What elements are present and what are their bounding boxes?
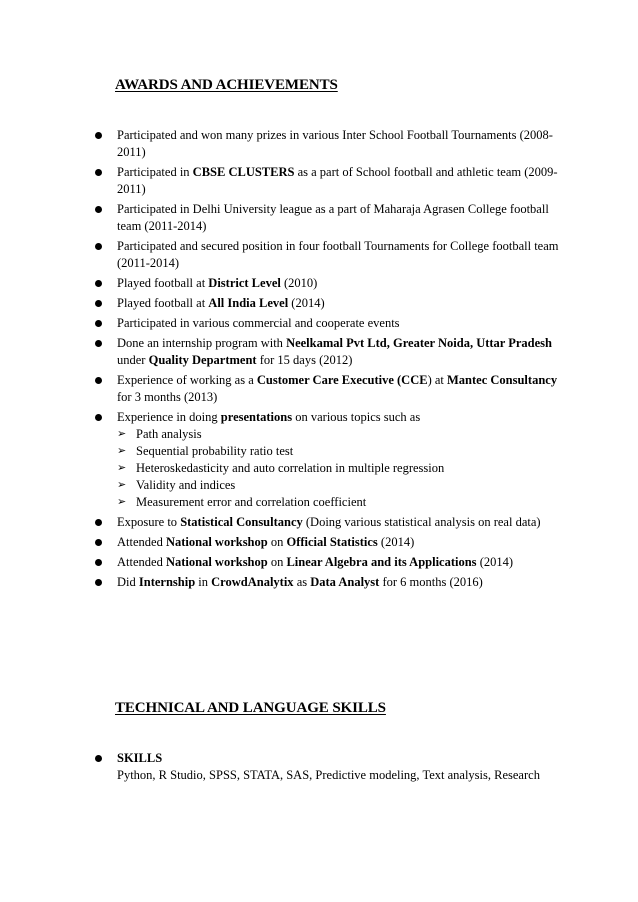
award-text-bold: CrowdAnalytix: [211, 575, 294, 589]
award-item: [95, 574, 565, 591]
award-item: [95, 534, 565, 551]
arrow-bullet-icon: ➢: [117, 428, 127, 440]
skill-text: Python, R Studio, SPSS, STATA, SAS, Predictive modeling, Text analysis, Research: [117, 768, 540, 782]
awards-heading: AWARDS AND ACHIEVEMENTS: [115, 77, 338, 93]
presentation-topic-text: Heteroskedasticity and auto correlation in multiple regression: [136, 461, 445, 475]
presentation-topic-text: Sequential probability ratio test: [136, 444, 294, 458]
bullet-icon: [95, 539, 102, 546]
award-text: for 3 months (2013): [117, 390, 218, 404]
award-text-bold: Customer Care Executive (CCE: [256, 373, 428, 387]
award-text: Participated in: [117, 165, 193, 179]
award-text: Played football at: [117, 276, 209, 290]
award-item: [95, 409, 565, 511]
bullet-icon: [95, 280, 102, 287]
award-text: (Doing various statistical analysis on real data): [302, 515, 541, 529]
award-text-bold: CBSE CLUSTERS: [192, 165, 295, 179]
award-text: (2014): [476, 555, 514, 569]
award-text: ) at: [427, 373, 447, 387]
skill-title: SKILLS: [117, 751, 163, 765]
award-text-bold: Internship: [138, 575, 196, 589]
award-text-bold: District Level: [208, 276, 281, 290]
award-item: [95, 514, 565, 531]
awards-list: [95, 127, 565, 594]
award-text: (2014): [377, 535, 415, 549]
presentation-topic-text: Measurement error and correlation coefficient: [136, 495, 367, 509]
award-text: Attended: [117, 555, 166, 569]
award-text: on: [267, 555, 287, 569]
award-item: [95, 164, 565, 198]
arrow-bullet-icon: ➢: [117, 496, 127, 508]
arrow-bullet-icon: ➢: [117, 462, 127, 474]
award-text-bold: Neelkamal Pvt Ltd, Greater Noida, Uttar Pradesh: [286, 336, 552, 350]
award-item: [95, 127, 565, 161]
award-text: Attended: [117, 535, 166, 549]
award-text-bold: Statistical Consultancy: [180, 515, 303, 529]
award-text: on various topics such as: [292, 410, 421, 424]
award-text: Participated in various commercial and cooperate events: [117, 316, 400, 330]
bullet-icon: [95, 340, 102, 347]
bullet-icon: [95, 414, 102, 421]
award-text-bold: presentations: [220, 410, 293, 424]
presentation-topic: [117, 494, 565, 511]
award-text: as: [293, 575, 311, 589]
award-text: Participated and won many prizes in various Inter School Football Tournaments (2008-2011): [117, 128, 553, 159]
award-item: [95, 201, 565, 235]
presentation-topic-text: Validity and indices: [136, 478, 236, 492]
bullet-icon: [95, 243, 102, 250]
award-text: in: [195, 575, 212, 589]
skills-heading: TECHNICAL AND LANGUAGE SKILLS: [115, 700, 386, 716]
award-text: Experience of working as a: [117, 373, 257, 387]
award-text: for 6 months (2016): [379, 575, 483, 589]
award-item: [95, 275, 565, 292]
bullet-icon: [95, 755, 102, 762]
award-text: Exposure to: [117, 515, 181, 529]
award-text: Participated and secured position in four football Tournaments for College football team (2011-2014): [117, 239, 559, 270]
award-text-bold: Mantec Consultancy: [447, 373, 558, 387]
award-text: under: [117, 353, 149, 367]
bullet-icon: [95, 519, 102, 526]
presentation-topic: [117, 460, 565, 477]
award-text: (2014): [288, 296, 325, 310]
bullet-icon: [95, 579, 102, 586]
presentation-topics-list: [117, 426, 565, 511]
arrow-bullet-icon: ➢: [117, 479, 127, 491]
award-text: Done an internship program with: [117, 336, 287, 350]
presentation-topic: [117, 477, 565, 494]
presentation-topic: [117, 426, 565, 443]
award-text: on: [267, 535, 287, 549]
presentation-topic-text: Path analysis: [136, 427, 202, 441]
award-text: Experience in doing: [117, 410, 221, 424]
bullet-icon: [95, 206, 102, 213]
bullet-icon: [95, 320, 102, 327]
award-text: Did: [117, 575, 139, 589]
award-text: Participated in Delhi University league as a part of Maharaja Agrasen College football team (2011-2014): [117, 202, 549, 233]
skill-item: [95, 750, 565, 784]
bullet-icon: [95, 169, 102, 176]
award-item: [95, 335, 565, 369]
presentation-topic: [117, 443, 565, 460]
award-item: [95, 295, 565, 312]
award-text-bold: Official Statistics: [286, 535, 378, 549]
award-item: [95, 315, 565, 332]
award-item: [95, 372, 565, 406]
award-item: [95, 238, 565, 272]
award-text: Played football at: [117, 296, 209, 310]
bullet-icon: [95, 132, 102, 139]
award-text-bold: Linear Algebra and its Applications: [286, 555, 477, 569]
skills-list: [95, 750, 565, 787]
bullet-icon: [95, 377, 102, 384]
arrow-bullet-icon: ➢: [117, 445, 127, 457]
award-text: as a part of School football and athletic team (2009-2011): [117, 165, 558, 196]
award-item: [95, 554, 565, 571]
award-text-bold: Quality Department: [148, 353, 257, 367]
award-text-bold: National workshop: [165, 535, 268, 549]
award-text: (2010): [280, 276, 318, 290]
award-text-bold: All India Level: [208, 296, 289, 310]
award-text-bold: National workshop: [165, 555, 268, 569]
bullet-icon: [95, 559, 102, 566]
award-text: for 15 days (2012): [256, 353, 353, 367]
award-text-bold: Data Analyst: [310, 575, 380, 589]
bullet-icon: [95, 300, 102, 307]
